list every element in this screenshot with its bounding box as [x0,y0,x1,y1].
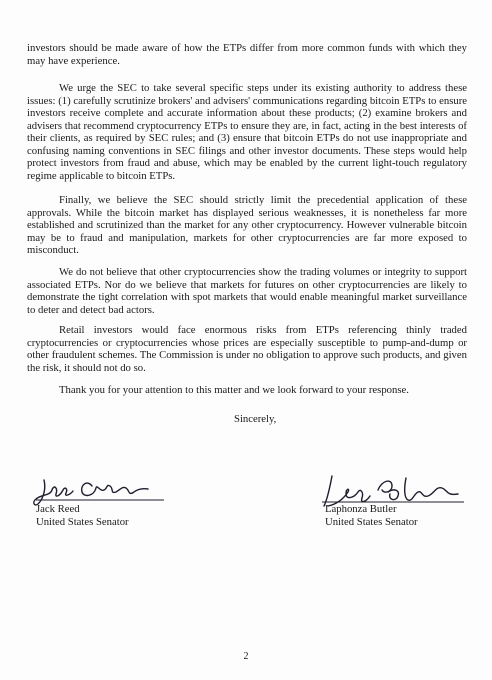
paragraph-thanks: Thank you for your attention to this matter and we look forward to your response. [59,384,409,396]
paragraph-retail-risk: Retail investors would face enormous risks from ETPs referencing thinly traded cryptocurrencies or cryptocurrencies whose prices are especially susceptible to pump-and-dump or other fraudulent schemes. The Commission is under no obligation to approve such products, and given the risk, it should not do so. [27,324,467,374]
paragraph-continuation: investors should be made aware of how the ETPs differ from more common funds with which they may have experience. [27,42,467,67]
closing-salutation: Sincerely, [234,413,277,425]
signer-block-butler [325,503,418,528]
signer-block-reed [36,503,129,528]
signer-name: Jack Reed [36,503,80,515]
paragraph-precedent: Finally, we believe the SEC should strictly limit the precedential application of these approvals. While the bitcoin market has displayed serious weaknesses, it is nonetheless far more established and scrutinized than the market for any other cryptocurrency. However vulnerable bitcoin may be to fraud and manipulation, markets for other cryptocurrencies are far more exposed to misconduct. [27,194,467,256]
signer-title: United States Senator [36,515,129,528]
page-number: 2 [243,651,249,662]
paragraph-other-cryptocurrencies: We do not believe that other cryptocurrencies show the trading volumes or integrity to support associated ETPs. Nor do we believe that markets for futures on other cryptocurrencies are likely to demonstrate the tight correlation with spot markets that would enable meaningful market surveillance to deter and detect bad actors. [27,266,467,316]
paragraph-recommendations: We urge the SEC to take several specific steps under its existing authority to address these issues: (1) carefully scrutinize brokers' and advisers' communications regarding bitcoin ETPs to ensure investors receive complete and accurate information about these products; (2) examine brokers and advisers that recommend cryptocurrency ETPs to ensure they are, in fact, acting in the best interests of their clients, as required by SEC rules; and (3) ensure that bitcoin ETPs do not use inappropriate and confusing naming conventions in SEC filings and other investor documents. These steps would help protect investors from fraud and abuse, which may be enabled by the current light-touch regulatory regime applicable to bitcoin ETPs. [27,82,467,182]
signer-name: Laphonza Butler [325,503,397,515]
signer-title: United States Senator [325,515,418,528]
